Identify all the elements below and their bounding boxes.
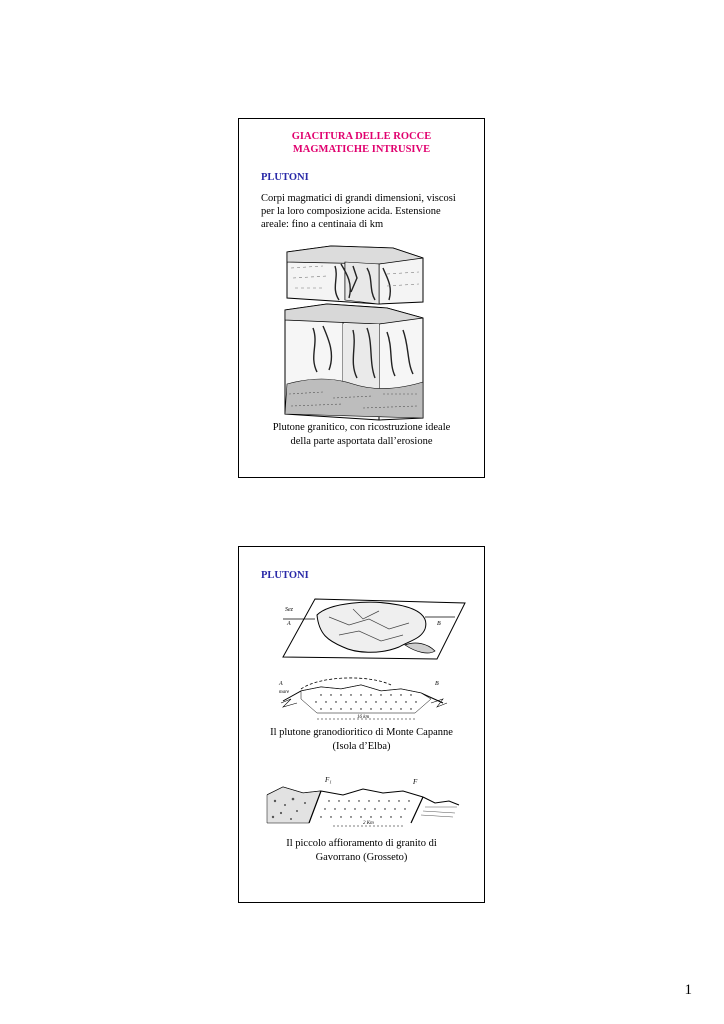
gavorrano-cross-section xyxy=(263,773,463,829)
caption-2-line-2: Gavorrano (Grosseto) xyxy=(315,852,408,863)
section-label-b: B xyxy=(435,681,439,687)
page-number: 1 xyxy=(684,982,692,998)
slide-2-caption-1 xyxy=(239,726,484,754)
body-line-3: areale: fino a centinaia di km xyxy=(261,219,384,230)
slide-2-caption-2 xyxy=(239,837,484,865)
title-line-1: GIACITURA DELLE ROCCE xyxy=(291,131,432,142)
section-label-f1: F₁ xyxy=(325,776,332,784)
section-label-f: F xyxy=(413,778,418,786)
caption-line-2: della parte asportata dall’erosione xyxy=(290,436,433,447)
monte-capanne-cross-section xyxy=(261,673,461,723)
elba-island-map xyxy=(259,595,469,663)
body-line-2: per la loro composizione acida. Estensione xyxy=(261,206,441,217)
caption-1-line-2: (Isola d’Elba) xyxy=(332,741,391,752)
slide-1-title xyxy=(239,130,484,156)
map-label-a: A xyxy=(287,621,291,627)
section-2-scale-label: 2 Km xyxy=(363,821,374,826)
caption-1-line-1: Il plutone granodioritico di Monte Capanne xyxy=(270,727,453,738)
caption-line-1: Plutone granitico, con ricostruzione ideale xyxy=(272,422,451,433)
slide-1-caption xyxy=(239,421,484,449)
body-line-1: Corpi magmatici di grandi dimensioni, viscosi xyxy=(261,193,456,204)
section-label-mare: mare xyxy=(279,690,290,695)
map-label-sez: Sez xyxy=(285,607,293,613)
slide-2-subtitle: PLUTONI xyxy=(261,570,309,581)
pluton-block-diagram xyxy=(283,244,433,422)
slide-1-body xyxy=(261,192,471,231)
section-scale-label: 16 km xyxy=(357,715,370,720)
caption-2-line-1: Il piccolo affioramento di granito di xyxy=(286,838,437,849)
map-label-b: B xyxy=(437,621,441,627)
title-line-2: MAGMATICHE INTRUSIVE xyxy=(292,144,431,155)
section-label-a: A xyxy=(279,681,283,687)
slide-1 xyxy=(238,118,485,478)
slide-2 xyxy=(238,546,485,903)
slide-1-subtitle: PLUTONI xyxy=(261,172,309,183)
